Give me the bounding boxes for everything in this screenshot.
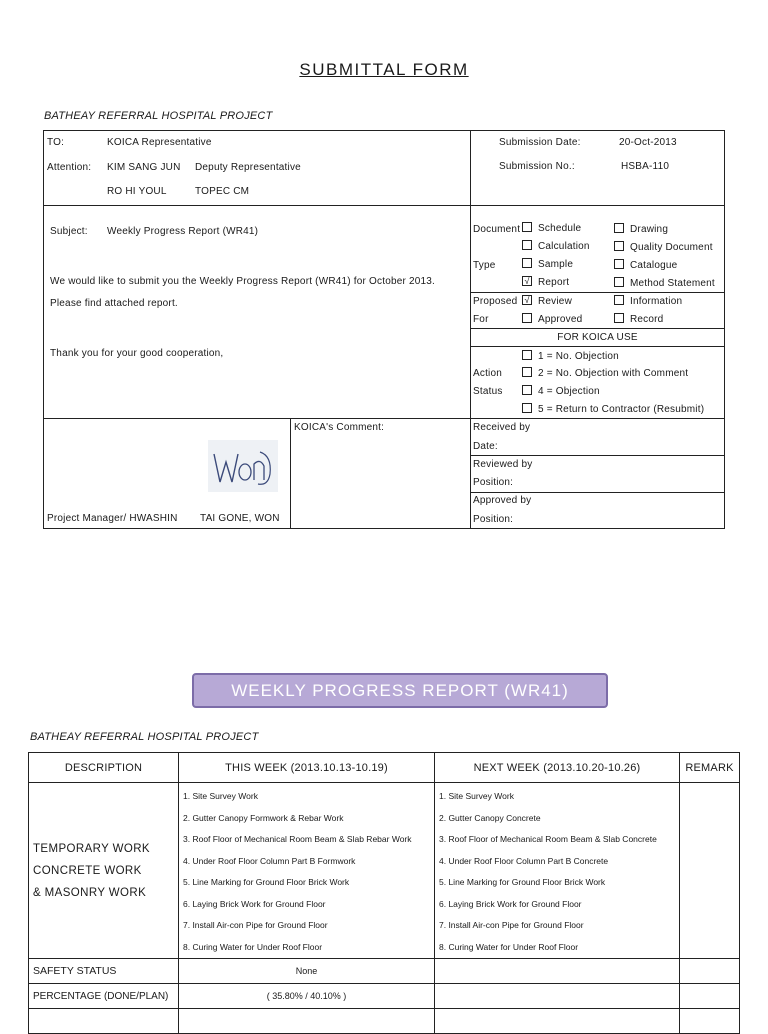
this-week-cell (179, 783, 435, 959)
progress-table (28, 752, 740, 1034)
drawing-label: Drawing (630, 224, 669, 235)
list-item: 6. Laying Brick Work for Ground Floor (183, 898, 326, 909)
header-this-week: THIS WEEK (2013.10.13-10.19) (179, 753, 435, 783)
safety-status-label: SAFETY STATUS (29, 959, 179, 984)
schedule-label: Schedule (538, 223, 582, 234)
attention-role-1: Deputy Representative (195, 162, 301, 173)
submission-date-label: Submission Date: (499, 137, 581, 148)
action-5-label: 5 = Return to Contractor (Resubmit) (538, 404, 705, 415)
record-checkbox[interactable] (614, 313, 624, 323)
project-manager-name: TAI GONE, WON (200, 513, 280, 524)
action-2-checkbox[interactable] (522, 367, 532, 377)
remark-cell (680, 783, 740, 959)
sample-label: Sample (538, 259, 574, 270)
approved-checkbox[interactable] (522, 313, 532, 323)
list-item: 8. Curing Water for Under Roof Floor (439, 941, 579, 952)
percentage-value: ( 35.80% / 40.10% ) (179, 984, 435, 1009)
report-banner: WEEKLY PROGRESS REPORT (WR41) (192, 673, 608, 708)
table-row (29, 984, 740, 1009)
list-item: 2. Gutter Canopy Formwork & Rebar Work (183, 812, 344, 823)
list-item: 7. Install Air-con Pipe for Ground Floor (439, 920, 584, 930)
category-line: CONCRETE WORK (33, 864, 142, 877)
attention-role-2: TOPEC CM (195, 186, 250, 197)
list-item: 3. Roof Floor of Mechanical Room Beam & Slab Rebar Work (183, 834, 412, 844)
review-label: Review (538, 296, 572, 307)
action-4-label: 4 = Objection (538, 386, 600, 397)
percentage-label: PERCENTAGE (DONE/PLAN) (29, 984, 179, 1009)
catalogue-label: Catalogue (630, 260, 678, 271)
reviewed-position-label: Position: (473, 477, 514, 488)
list-item: 1. Site Survey Work (439, 791, 514, 801)
received-by-label: Received by (473, 422, 531, 433)
table-row (29, 783, 740, 959)
reviewed-by-label: Reviewed by (473, 459, 533, 470)
table-row (29, 1009, 740, 1034)
report-project-name: BATHEAY REFERRAL HOSPITAL PROJECT (30, 731, 259, 743)
list-item: 3. Roof Floor of Mechanical Room Beam & Slab Concrete (439, 834, 657, 844)
quality-document-checkbox[interactable] (614, 241, 624, 251)
body-line-2: Please find attached report. (50, 298, 178, 309)
work-category-cell (29, 783, 179, 959)
submission-no-label: Submission No.: (499, 161, 575, 172)
list-item: 8. Curing Water for Under Roof Floor (183, 941, 323, 952)
attention-label: Attention: (47, 162, 92, 173)
header-remark: REMARK (680, 753, 740, 783)
subject-value: Weekly Progress Report (WR41) (107, 226, 259, 237)
list-item: 6. Laying Brick Work for Ground Floor (439, 898, 582, 909)
form-title: SUBMITTAL FORM (299, 60, 469, 79)
subject-label: Subject: (50, 226, 88, 237)
schedule-checkbox[interactable] (522, 222, 532, 232)
calculation-label: Calculation (538, 241, 590, 252)
report-checkbox[interactable]: √ (522, 276, 532, 286)
attention-name-2: RO HI YOUL (107, 186, 167, 197)
header-description: DESCRIPTION (29, 753, 179, 783)
record-label: Record (630, 314, 664, 325)
action-2-label: 2 = No. Objection with Comment (538, 368, 689, 379)
koica-use-header: FOR KOICA USE (557, 332, 638, 343)
next-week-cell (435, 783, 680, 959)
action-label-2: Status (473, 386, 503, 397)
approved-position-label: Position: (473, 514, 514, 525)
approved-by-label: Approved by (473, 495, 532, 506)
signature-image (208, 440, 278, 492)
attention-name-1: KIM SANG JUN (107, 162, 181, 173)
received-date-label: Date: (473, 441, 498, 452)
safety-status-value: None (179, 959, 435, 984)
proposed-label-1: Proposed (473, 296, 518, 307)
calculation-checkbox[interactable] (522, 240, 532, 250)
information-label: Information (630, 296, 683, 307)
document-type-label-2: Type (473, 260, 496, 271)
document-type-label-1: Document (473, 224, 521, 235)
to-value: KOICA Representative (107, 137, 212, 148)
list-item: 7. Install Air-con Pipe for Ground Floor (183, 920, 328, 930)
project-manager-label: Project Manager/ HWASHIN (47, 513, 178, 524)
category-line: TEMPORARY WORK (33, 842, 150, 855)
action-4-checkbox[interactable] (522, 385, 532, 395)
action-label-1: Action (473, 368, 502, 379)
category-line: & MASONRY WORK (33, 886, 147, 899)
table-header-row (29, 753, 740, 783)
koica-comment-label: KOICA's Comment: (294, 422, 385, 433)
submission-no-value: HSBA-110 (621, 161, 670, 172)
action-5-checkbox[interactable] (522, 403, 532, 413)
list-item: 5. Line Marking for Ground Floor Brick Work (183, 877, 350, 887)
list-item: 4. Under Roof Floor Column Part B Formwork (183, 855, 356, 866)
method-statement-checkbox[interactable] (614, 277, 624, 287)
action-1-label: 1 = No. Objection (538, 351, 619, 362)
catalogue-checkbox[interactable] (614, 259, 624, 269)
list-item: 2. Gutter Canopy Concrete (439, 812, 541, 823)
body-line-3: Thank you for your good cooperation, (50, 348, 224, 359)
list-item: 5. Line Marking for Ground Floor Brick Work (439, 877, 606, 887)
review-checkbox[interactable]: √ (522, 295, 532, 305)
quality-document-label: Quality Document (630, 242, 713, 253)
action-1-checkbox[interactable] (522, 350, 532, 360)
submission-date-value: 20-Oct-2013 (619, 137, 677, 148)
method-statement-label: Method Statement (630, 278, 715, 289)
list-item: 1. Site Survey Work (183, 791, 258, 801)
list-item: 4. Under Roof Floor Column Part B Concrete (439, 855, 609, 866)
body-line-1: We would like to submit you the Weekly Progress Report (WR41) for October 2013. (50, 276, 436, 287)
drawing-checkbox[interactable] (614, 223, 624, 233)
proposed-label-2: For (473, 314, 489, 325)
to-label: TO: (47, 137, 65, 148)
information-checkbox[interactable] (614, 295, 624, 305)
table-row (29, 959, 740, 984)
header-next-week: NEXT WEEK (2013.10.20-10.26) (435, 753, 680, 783)
form-project-name: BATHEAY REFERRAL HOSPITAL PROJECT (44, 110, 273, 122)
approved-label: Approved (538, 314, 583, 325)
sample-checkbox[interactable] (522, 258, 532, 268)
report-label: Report (538, 277, 570, 288)
